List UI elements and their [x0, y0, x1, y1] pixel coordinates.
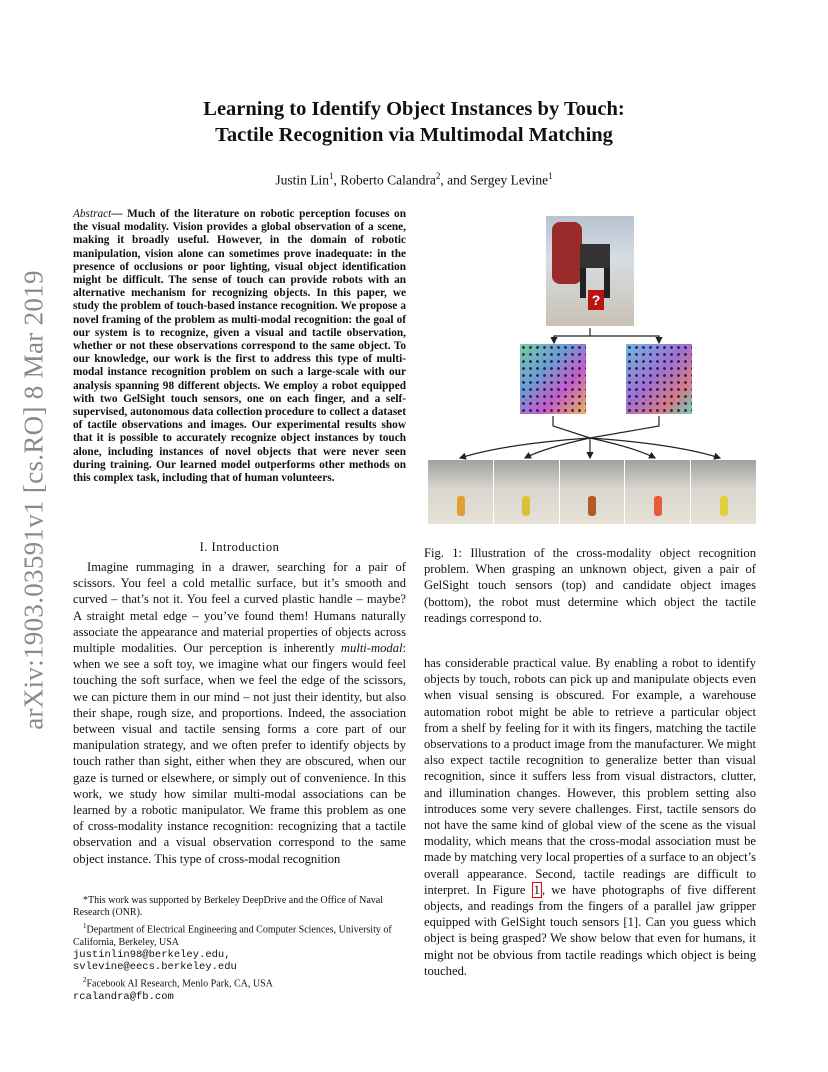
figure-caption: Fig. 1: Illustration of the cross-modality object recognition problem. When grasping an unknown object, given a pair of GelSight touch sensors (top) and candidate object images (bottom), the robot must determine which object the tactile readings correspond to. [424, 546, 756, 625]
footnote-marker: 2 [83, 975, 87, 984]
tactile-reading-left [520, 344, 586, 414]
author-name: Justin Lin [275, 172, 330, 188]
figure-1 [424, 212, 756, 530]
footnote-text: Department of Electrical Engineering and Computer Sciences, University of California, Berkeley, USA [73, 924, 392, 948]
candidate-image [560, 460, 625, 524]
abstract-label: Abstract [73, 208, 112, 220]
author-list [0, 171, 828, 189]
footnote-funding: *This work was supported by Berkeley DeepDrive and the Office of Naval Research (ONR). [73, 895, 383, 919]
intro-text: , we have photographs of five different objects, and readings from the fingers of a parallel jaw gripper equipped with GelSight touch sensors [1]. Can you guess which object is being grasped? We show below that even for humans, it might not be obvious from tactile readings which object is being touched. [424, 882, 756, 978]
footnote-email: svlevine@eecs.berkeley.edu [73, 961, 237, 974]
author-affiliation: 1 [548, 171, 553, 181]
footnotes [73, 895, 406, 1003]
tactile-reading-right [626, 344, 692, 414]
section-heading: I. Introduction [199, 540, 280, 554]
author-name: Sergey Levine [470, 172, 549, 188]
intro-text: has considerable practical value. By enabling a robot to identify objects by touch, robots can pick up and manipulate objects even when visual sensing is obscured. For example, a warehouse automation robot might be able to retrieve a particular object from a shelf by feeling for it with its fingers, matching the tactile observations to a product image from the manufacturer. We might also expect tactile recognition to generalize better than visual recognition, since it suffers less from visual distractors, clutter, and illumination changes. However, this problem setting also introduces some very severe challenges. First, tactile sensors do not have the same kind of global view of the scene as the visual modality, which means that the cross-modal association must be made by matching very local properties of a surface to an object’s overall appearance. Second, tactile readings are difficult to interpret. In Figure [424, 656, 756, 897]
candidate-object [720, 496, 728, 516]
intro-paragraph-left [73, 559, 406, 867]
gripper-body [580, 244, 610, 268]
candidate-object [654, 496, 662, 516]
footnote-marker: 1 [83, 921, 87, 930]
intro-text: Imagine rummaging in a drawer, searching for a pair of scissors. You feel a cold metallic surface, but it’s smooth and curved – that’s not it. You feel a curved plastic handle – maybe? A straight metal edge – you’ve found them! Humans naturally associate the appearance and material properties of objects across multiple modalities. Our perception is inherently [73, 560, 406, 656]
author-affiliation: 2 [435, 171, 441, 181]
candidate-object-images [428, 460, 756, 524]
candidate-image [625, 460, 690, 524]
robot-arm [552, 222, 582, 284]
unknown-object-icon: ? [588, 290, 604, 310]
intro-paragraph-right [424, 655, 756, 979]
candidate-object [457, 496, 465, 516]
arxiv-stamp [8, 270, 60, 730]
arxiv-stamp-text: arXiv:1903.03591v1 [cs.RO] 8 Mar 2019 [18, 270, 49, 730]
title-line-2: Tactile Recognition via Multimodal Matching [215, 124, 613, 146]
footnote-affiliation-1 [73, 920, 406, 949]
candidate-image [691, 460, 756, 524]
footnote-email: rcalandra@fb.com [73, 990, 174, 1003]
gripper-finger [604, 268, 610, 298]
author-affiliation: 1 [329, 171, 334, 181]
intro-text: : when we see a soft toy, we imagine what our fingers would feel touching the soft surface, when we feel the edge of the scissors, we can picture them in our mind – not just their identity, but also their shape, rough size, and proportions. Indeed, the association between visual and tactile sensing forms a core part of our manipulation strategy, and we often prefer to identify objects by touch rather than sight, either when they are obscured, when our gaze is turned or elsewhere, or simply out of convenience. In this work, we study how similar multi-modal associations can be learned by a robotic manipulator. We frame this problem as one of cross-modality instance recognition: recognizing that a tactile observation and a visual observation correspond to the same object instance. This type of cross-modal recognition [73, 641, 406, 866]
author-name: Roberto Calandra [340, 172, 436, 188]
candidate-image [494, 460, 559, 524]
figure-reference-link[interactable]: 1 [533, 882, 540, 897]
intro-emphasis: multi-modal [340, 641, 403, 656]
abstract-text: — Much of the literature on robotic perception focuses on the visual modality. Vision provides a global observation of a scene, making it broadly useful. However, in the domain of robotic manipulation, vision alone can sometimes prove inadequate: in the presence of occlusions or poor lighting, visual object identification might be difficult. The sense of touch can provide robots with an alternative mechanism for recognizing objects. In this paper, we study the problem of touch-based instance recognition. We propose a novel framing of the problem as multi-modal recognition: the goal of our system is to recognize, given a visual and tactile observation, whether or not these observations correspond to the same object. To our knowledge, our work is the first to address this type of multi-modal instance recognition problem on such a large-scale with our analysis spanning 98 different objects. We employ a robot equipped with two GelSight touch sensors, one on each finger, and a self-supervised, autonomous data collection procedure to collect a dataset of tactile observations and images. Our experimental results show that it is possible to accurately recognize object instances by touch alone, including instances of novel objects that were never seen during training. Our learned model outperforms other methods on this complex task, including that of human volunteers. [73, 208, 406, 485]
gripper-finger [580, 268, 586, 298]
footnote-email: justinlin98@berkeley.edu, [73, 948, 231, 961]
candidate-object [522, 496, 530, 516]
author-separator: , and [440, 172, 470, 188]
title-line-1: Learning to Identify Object Instances by Touch: [203, 98, 625, 120]
gelsight-marker-grid [626, 344, 692, 414]
footnote-affiliation-2 [73, 974, 406, 991]
candidate-image [428, 460, 493, 524]
paper-title [0, 96, 828, 148]
abstract [73, 208, 406, 485]
gelsight-marker-grid [520, 344, 586, 414]
candidate-object [588, 496, 596, 516]
author-separator: , [333, 172, 341, 188]
robot-gripper-photo [546, 216, 634, 326]
footnote-text: Facebook AI Research, Menlo Park, CA, USA [86, 978, 273, 990]
